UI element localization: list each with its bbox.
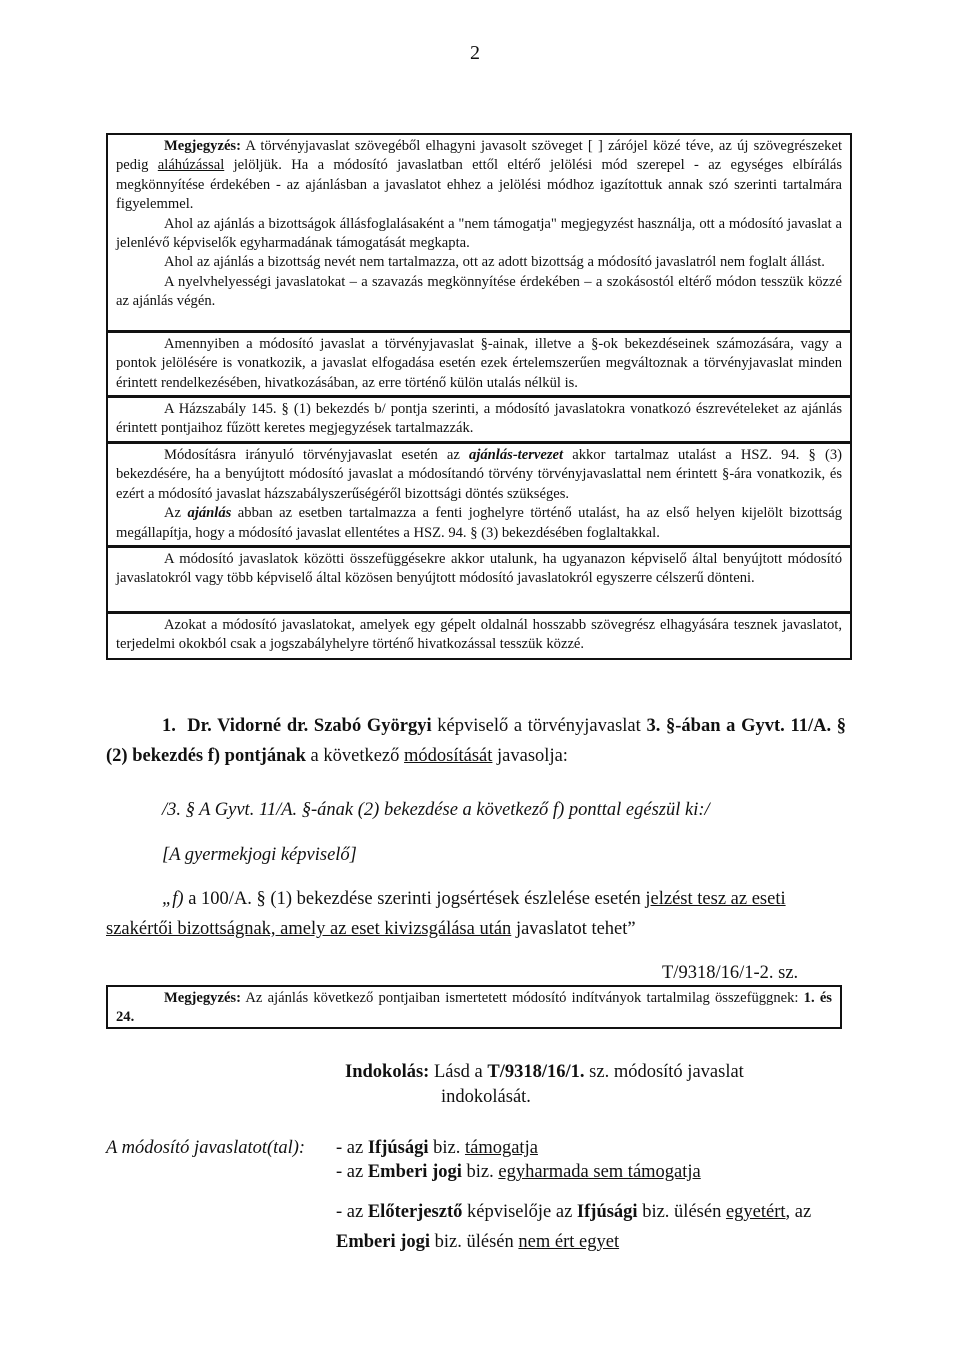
page-number: 2 — [470, 42, 480, 64]
justification: Indokolás: Lásd a T/9318/16/1. sz. módosító javaslat — [345, 1062, 744, 1082]
new-text: jelzést tesz az eseti szakértői bizottságnak, amely az eset kivizsgálása után — [106, 889, 786, 939]
numbering-note-box: Amennyiben a módosító javaslat a törvényjavaslat §-ainak, illetve a §-ok bekezdéseinek számozására, vagy a pontok jelölésére is vonatkozik, a javaslat elfogadása esetén ezek értelemszerűen megváltoznak a törvényjavaslat minden érintett rendelkezésében, hivatkozásában, az erre történő külön utalás nélkül is. — [106, 331, 852, 397]
length-note-box: Azokat a módosító javaslatokat, amelyek egy gépelt oldalnál hosszabb szövegrész elhagyására tesznek javaslatot, terjedelmi okokból csak a jogszabályhelyre történő hivatkozással tesszük közzé. — [106, 612, 852, 660]
stance-presenter: - az Előterjesztő képviselője az Ifjúsági biz. ülésén egyetért, az Emberi jogi biz. ülésén nem ért egyet — [336, 1202, 812, 1252]
proposed-text: „f) a 100/A. § (1) bekezdése szerinti jogsértések észlelése esetén jelzést tesz az eseti szakértői bizottságnak, amely az eset kivizsgálása után javaslatot tehet” — [106, 889, 786, 939]
note-paragraph: Ahol az ajánlás a bizottságok állásfoglalásaként a "nem támogatja" megjegyzést használja, ott a módosító javaslat a jelenlévő képviselők egyharmadának támogatását megkapta. — [116, 215, 842, 252]
stances-label: A módosító javaslatot(tal): — [106, 1138, 306, 1158]
underline-example: aláhúzással — [157, 157, 225, 174]
note-paragraph: Ahol az ajánlás a bizottság nevét nem tartalmazza, ott az adott bizottság a módosító javaslatról nem foglalt állást. — [164, 254, 825, 271]
justification-end: indokolását. — [441, 1087, 531, 1107]
note-box: Megjegyzés: A törvényjavaslat szövegéből elhagyni javasolt szöveget [ ] zárójel közé téve, az új szövegrészeket pedig aláhúzással jelöljük. Ha a módosító javaslatban ettől eltérő jelölési mód szerepel - az egységes elbírálás megkönnyítése érdekében - az ajánlásban a javaslatot ehhez a jelölési módhoz igazítottuk annak szó szerinti tartalmára figyelemmel. Ahol az ajánlás a bizottságok állásfoglalásaként a "nem támogatja" megjegyzést használja, ott a módosító javaslat a jelenlévő képviselők egyharmadának támogatását megkapta. Ahol az ajánlás a bizottság nevét nem tartalmazza, ott az adott bizottság a módosító javaslatról nem foglalt állást. A nyelvhelyességi javaslatokat – a szavazás megkönnyítése érdekében – a szokásostól eltérő módon tesszük közzé az ajánlás végén. — [106, 133, 852, 332]
relations-note-box: A módosító javaslatok közötti összefüggésekre akkor utalunk, ha ugyanazon képviselő által benyújtott módosító javaslatokról vagy több képviselő által közösen benyújtott módosító javaslatokról egyszerre célszerű dönteni. — [106, 546, 852, 613]
proposal-intro: 1. Dr. Vidorné dr. Szabó Györgyi képviselő a törvényjavaslat 3. §-ában a Gyvt. 11/A. § (2) bekezdés f) pontjának a következő módosítását javasolja: — [106, 716, 846, 766]
proposer-name: Dr. Vidorné dr. Szabó Györgyi — [187, 716, 432, 736]
stance-human-rights: - az Emberi jogi biz. egyharmada sem támogatja — [336, 1162, 701, 1182]
legal-reference: 3. §-ában a Gyvt. 11/A. § (2) bekezdés f) pontjának — [106, 716, 846, 766]
relation-note-box: Megjegyzés: Az ajánlás következő pontjaiban ismertetett módosító indítványok tartalmilag összefüggnek: 1. és 24. — [106, 985, 842, 1029]
note-label: Megjegyzés: — [164, 138, 241, 154]
term-draft: ajánlás-tervezet — [469, 447, 564, 463]
original-text-line: [A gyermekjogi képviselő] — [162, 845, 357, 865]
proposal-number: 1. — [162, 716, 176, 736]
document-reference: T/9318/16/1-2. sz. — [662, 963, 799, 983]
amendment-note-box: Módosításra irányuló törvényjavaslat esetén az ajánlás-tervezet akkor tartalmaz utalást a HSZ. 94. § (3) bekezdésére, ha a benyújtott módosító javaslat a módosítandó törvény törvényjavaslattal nem érintett §-ára vonatkozik, és ezért a módosító javaslat házszabályszerűségéről bizottsági döntés szükséges. Az ajánlás abban az esetben tartalmazza a fenti joghelyre történő utalást, ha az első helyen kijelölt bizottság megállapítja, hogy a módosító javaslat ellentétes a HSZ. 94. § (3) bekezdésében foglaltakkal. — [106, 442, 852, 547]
note-paragraph: A nyelvhelyességi javaslatokat – a szavazás megkönnyítése érdekében – a szokásostól eltérő módon tesszük közzé az ajánlás végén. — [116, 273, 842, 310]
term-recommendation: ajánlás — [187, 505, 232, 522]
rules-note-box: A Házszabály 145. § (1) bekezdés b/ pontja szerinti, a módosító javaslatokra vonatkozó észrevételeket az ajánlás érintett pontjaihoz fűzött keretes megjegyzések tartalmazzák. — [106, 396, 852, 443]
stance-youth: - az Ifjúsági biz. támogatja — [336, 1138, 538, 1158]
amended-section-line: /3. § A Gyvt. 11/A. §-ának (2) bekezdése a következő f) ponttal egészül ki:/ — [162, 800, 710, 820]
